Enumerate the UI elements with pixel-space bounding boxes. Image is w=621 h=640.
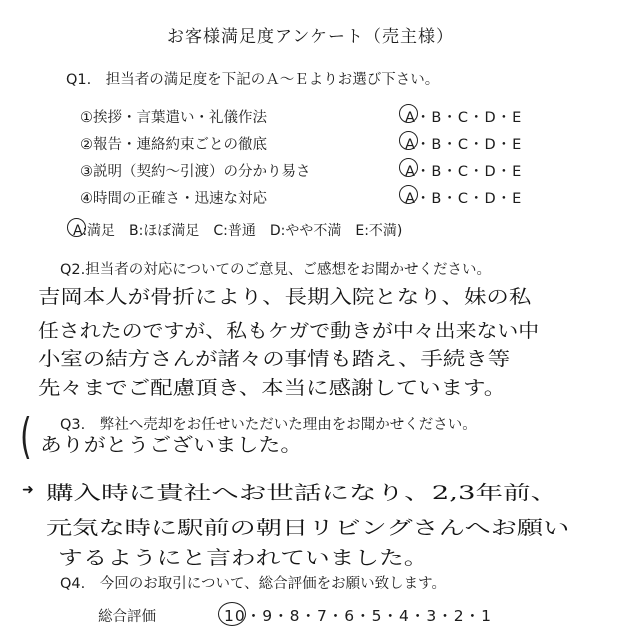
selected-grade-circle (399, 185, 418, 204)
q4-question: Q4. 今回のお取引について、総合評価をお願い致します。 (60, 576, 447, 592)
q2-question: Q2.担当者の対応についてのご意見、ご感想をお聞かせください。 (60, 262, 491, 278)
selected-rating-circle (218, 602, 246, 626)
q3-question: Q3. 弊社へ売却をお任せいただいた理由をお聞かせください。 (60, 417, 477, 433)
q1-item-grades: A・B・C・D・E (405, 191, 523, 207)
q4-label: 総合評価 (98, 609, 156, 625)
q2-answer-line: 任されたのですが、私もケガで動きが中々出来ない中 (38, 320, 540, 342)
q2-answer-line: 先々までご配慮頂き、本当に感謝しています。 (38, 377, 507, 399)
q1-item-label: ①挨拶・言葉遣い・礼儀作法 (80, 110, 267, 126)
q4-rating-scale: 10・9・8・7・6・5・4・3・2・1 (224, 607, 492, 625)
legend-a-circle (67, 218, 86, 237)
q3-answer-line: 購入時に貴社へお世話になり、2,3年前、 (46, 482, 559, 504)
q2-answer-line: 小室の結方さんが諸々の事情も踏え、手続き等 (38, 348, 511, 370)
handwritten-arrow-icon: ➜ (22, 482, 34, 498)
q1-legend: A:満足 B:ほぼ満足 C:普通 D:やや不満 E:不満) (73, 223, 403, 239)
handwritten-bracket-mark: ( (20, 409, 32, 466)
q2-answer-line: 吉岡本人が骨折により、長期入院となり、妹の私 (38, 286, 532, 308)
q1-item-grades: A・B・C・D・E (405, 110, 523, 126)
selected-grade-circle (399, 131, 418, 150)
page-title: お客様満足度アンケート（売主様） (167, 27, 454, 47)
q1-item-grades: A・B・C・D・E (405, 137, 523, 153)
q1-question: Q1. 担当者の満足度を下記のＡ～Ｅよりお選び下さい。 (66, 72, 440, 88)
q1-item-label: ②報告・連絡約束ごとの徹底 (80, 137, 267, 153)
q1-item-grades: A・B・C・D・E (405, 164, 523, 180)
q1-item-label: ④時間の正確さ・迅速な対応 (80, 191, 267, 207)
q3-answer-line: ありがとうございました。 (40, 434, 303, 456)
selected-grade-circle (399, 158, 418, 177)
q3-answer-line: するようにと言われていました。 (58, 547, 429, 569)
selected-grade-circle (399, 104, 418, 123)
q3-answer-line: 元気な時に駅前の朝日リビングさんへお願い (46, 517, 570, 539)
q1-item-label: ③説明（契約～引渡）の分かり易さ (80, 164, 311, 180)
